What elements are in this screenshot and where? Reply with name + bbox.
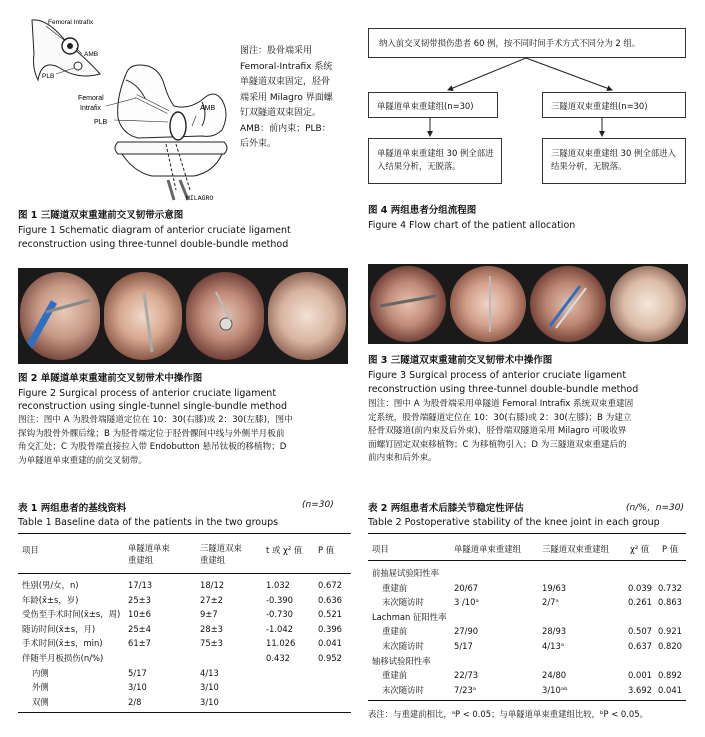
fig2-photo-c bbox=[186, 272, 264, 360]
table-cell: 5/17 bbox=[128, 667, 147, 678]
fig3-panel-label: A bbox=[374, 268, 381, 278]
flow-box-triple-result bbox=[542, 138, 686, 184]
flow-box-single-result bbox=[368, 138, 502, 184]
flow-box-triple-result-text: 三隧道双束重建组 30 例全部进入结果分析，无脱落。 bbox=[551, 148, 676, 171]
table-row bbox=[18, 622, 351, 637]
table-cell: 末次随访时 bbox=[382, 597, 424, 608]
table-cell: 0.636 bbox=[318, 594, 342, 605]
table-cell bbox=[542, 654, 628, 669]
table2-mid-rule bbox=[368, 560, 686, 561]
table2-header-cell: P 值 bbox=[662, 544, 679, 554]
table-cell bbox=[266, 695, 318, 710]
table2-title-en: Table 2 Postoperative stability of the knee joint in each group bbox=[368, 517, 660, 528]
table-cell: 0.820 bbox=[658, 640, 682, 651]
label-plb-top: PLB bbox=[42, 73, 55, 80]
table-row bbox=[18, 666, 351, 681]
table-cell: 0.432 bbox=[266, 652, 290, 663]
fig1-caption-en-2: reconstruction using three-tunnel double-bundle method bbox=[18, 239, 289, 250]
fig2-note bbox=[18, 414, 353, 468]
fig3-photo-d bbox=[610, 266, 686, 342]
fig2-photo-a bbox=[20, 272, 100, 360]
fig3-note-line: 前内束和后外束。 bbox=[368, 453, 437, 463]
fig2-photos bbox=[18, 268, 348, 364]
fig2-panel-label: C bbox=[190, 274, 197, 284]
table1-header-cell: P 值 bbox=[318, 545, 335, 555]
table-row bbox=[18, 636, 351, 651]
table-cell: 0.952 bbox=[318, 652, 342, 663]
table2-header-cell: 三隧道双束重建组 bbox=[542, 544, 609, 554]
fig2-photo-b bbox=[104, 272, 182, 360]
table2-header-cell: χ² 值 bbox=[630, 544, 650, 554]
table-cell: 0.637 bbox=[628, 640, 652, 651]
table-cell bbox=[318, 680, 351, 695]
table-cell: 性别(男/女，n) bbox=[22, 580, 79, 590]
table-cell: 0.261 bbox=[628, 597, 652, 608]
table-cell: 4/13ᵃ bbox=[542, 640, 565, 651]
table-cell: 27±2 bbox=[200, 594, 224, 605]
table-cell: Lachman 征阳性率 bbox=[372, 611, 447, 622]
table-row bbox=[368, 683, 686, 698]
label-amb: AMB bbox=[200, 105, 216, 112]
table-cell bbox=[542, 566, 628, 581]
table-cell: 前抽屉试验阳性率 bbox=[372, 568, 439, 578]
figure-4 bbox=[368, 14, 688, 204]
label-milagro: MILAGRO bbox=[186, 195, 214, 202]
table-cell: 19/63 bbox=[542, 582, 567, 593]
fig3-note bbox=[368, 398, 698, 466]
table1-top-rule bbox=[18, 533, 351, 534]
table1-mid-rule bbox=[18, 573, 351, 574]
table-cell bbox=[658, 566, 686, 581]
table-cell: 4/13 bbox=[200, 667, 219, 678]
table-cell: 25±4 bbox=[128, 623, 152, 634]
table-cell: 28/93 bbox=[542, 626, 567, 637]
table1-header bbox=[18, 542, 351, 570]
table-cell bbox=[658, 610, 686, 625]
table-cell: -0.730 bbox=[266, 609, 293, 620]
table-cell: 27/90 bbox=[454, 626, 479, 637]
table-cell: 末次随访时 bbox=[382, 640, 424, 651]
fig1-note-line: 图注：股骨端采用 bbox=[240, 46, 313, 56]
label-femoral-intrafix-top: Femoral Intrafix bbox=[48, 19, 94, 26]
fig1-note-line: Femoral-Intrafix 系统 bbox=[240, 61, 333, 72]
table-cell: 3.692 bbox=[628, 684, 652, 695]
fig3-photo-b bbox=[450, 266, 526, 342]
knee-diagram bbox=[18, 14, 238, 204]
table-cell bbox=[454, 566, 542, 581]
table-cell: 外侧 bbox=[32, 682, 49, 693]
table-cell: 手术时间(x̄±s，min) bbox=[22, 638, 103, 649]
inset-diagram bbox=[32, 20, 100, 80]
table-cell: 0.041 bbox=[658, 684, 682, 695]
fig1-note-line: 后外束。 bbox=[240, 139, 277, 149]
table-cell: 24/80 bbox=[542, 670, 567, 681]
table1-header-cell: 单隧道单束 重建组 bbox=[128, 543, 170, 565]
fig3-caption-cn: 图 3 三隧道双束重建前交叉韧带术中操作图 bbox=[368, 355, 553, 366]
table-cell: 0.732 bbox=[658, 582, 682, 593]
table-cell bbox=[318, 666, 351, 681]
label-plb: PLB bbox=[94, 119, 108, 126]
fig2-note-line: 角交汇处；C 为股骨端直接拉入带 Endobutton 悬吊钛板的移植物；D bbox=[18, 442, 287, 452]
fig2-caption-en-1: Figure 2 Surgical process of anterior cruciate ligament bbox=[18, 388, 277, 399]
label-intrafix: Intrafix bbox=[80, 105, 102, 112]
table-cell: 随访时间(x̄±s，月) bbox=[22, 623, 96, 634]
fig1-note bbox=[240, 44, 358, 153]
table-cell bbox=[266, 680, 318, 695]
table-cell bbox=[200, 651, 266, 666]
fig4-caption-cn: 图 4 两组患者分组流程图 bbox=[368, 205, 477, 216]
table-cell bbox=[454, 610, 542, 625]
table-cell: 2/7ᵃ bbox=[542, 597, 559, 608]
flow-box-enrollment bbox=[368, 28, 686, 58]
fig2-photo-d bbox=[268, 272, 346, 360]
label-femoral: Femoral bbox=[78, 95, 104, 102]
table-cell: 3/10 bbox=[200, 696, 219, 707]
table2-header-cell: 单隧道单束重建组 bbox=[454, 544, 521, 554]
table-cell: 0.892 bbox=[658, 670, 682, 681]
table1-title-cn: 表 1 两组患者的基线资料 bbox=[18, 503, 127, 514]
fig1-note-line: AMB：前内束；PLB： bbox=[240, 123, 331, 134]
table-cell: 0.672 bbox=[318, 580, 342, 590]
fig3-panel-label: B bbox=[454, 268, 461, 278]
table-cell bbox=[628, 566, 658, 581]
table-cell: 3 /10ᵃ bbox=[454, 597, 479, 608]
fig2-note-line: 图注：图中 A 为股骨端隧道定位在 10：30(右膝)或 2：30(左膝)，图中 bbox=[18, 415, 293, 425]
table-cell: 末次随访时 bbox=[382, 684, 424, 695]
table-cell: 轴移试验阳性率 bbox=[372, 655, 431, 666]
table2-footnote: 表注：与重建前相比，ᵃP < 0.05；与单隧道单束重建组比较，ᵇP < 0.05。 bbox=[368, 709, 648, 719]
table2-title-cn: 表 2 两组患者术后膝关节稳定性评估 bbox=[368, 503, 524, 514]
table-cell bbox=[628, 610, 658, 625]
table-row bbox=[368, 581, 686, 596]
table-cell: 20/67 bbox=[454, 582, 479, 593]
fig2-panel-label: A bbox=[24, 274, 31, 284]
table-row bbox=[18, 607, 351, 622]
table-cell: 75±3 bbox=[200, 638, 224, 649]
fig3-photo-c bbox=[530, 266, 606, 342]
table-cell: 2/8 bbox=[128, 696, 142, 707]
table-cell: 重建前 bbox=[382, 670, 408, 681]
table1-title-en: Table 1 Baseline data of the patients in the two groups bbox=[18, 517, 279, 528]
table-cell: 0.039 bbox=[628, 582, 652, 593]
table1-header-cell: 三隧道双束 重建组 bbox=[200, 543, 242, 565]
table-cell: 17/13 bbox=[128, 580, 153, 590]
table-cell: 1.032 bbox=[266, 580, 290, 590]
table-cell bbox=[628, 654, 658, 669]
table-row bbox=[368, 668, 686, 683]
table-cell: -1.042 bbox=[266, 623, 293, 634]
table-cell: 0.041 bbox=[318, 638, 342, 649]
fig3-panel-label: C bbox=[534, 268, 541, 278]
table-cell: 18/12 bbox=[200, 580, 225, 590]
table-cell: 25±3 bbox=[128, 594, 152, 605]
table-cell: 0.863 bbox=[658, 597, 682, 608]
table-cell bbox=[266, 666, 318, 681]
fig3-photos bbox=[368, 264, 688, 344]
table-cell: 0.001 bbox=[628, 670, 652, 681]
table-cell bbox=[454, 654, 542, 669]
table-cell: 11.026 bbox=[266, 638, 296, 649]
table-cell: 3/10 bbox=[128, 682, 147, 693]
flow-box-single-group-text: 单隧道单束重建组(n=30) bbox=[377, 101, 474, 111]
table-row bbox=[18, 680, 351, 695]
table-cell: 年龄(x̄±s，岁) bbox=[22, 594, 79, 605]
fig3-note-line: 图注：图中 A 为股骨端采用单隧道 Femoral Intrafix 系统双束重建固 bbox=[368, 399, 634, 409]
table-cell bbox=[658, 654, 686, 669]
table2-top-rule bbox=[368, 533, 686, 534]
table-row bbox=[368, 654, 686, 669]
table1-body bbox=[18, 578, 351, 709]
fig1-caption-cn: 图 1 三隧道双束重建前交叉韧带示意图 bbox=[18, 210, 184, 221]
table-row bbox=[18, 695, 351, 710]
figure-1 bbox=[18, 14, 353, 204]
table1-title-n: (n=30) bbox=[302, 500, 334, 510]
table-cell: 28±3 bbox=[200, 623, 224, 634]
table-cell: 61±7 bbox=[128, 638, 152, 649]
table-cell bbox=[318, 695, 351, 710]
table-row bbox=[18, 578, 351, 593]
table-cell: 0.396 bbox=[318, 623, 342, 634]
fig3-note-line: 定系统，股骨端隧道定位在 10：30(右膝)或 2：30(左膝)；B 为建立 bbox=[368, 412, 632, 423]
table-cell: 受伤至手术时间(x̄±s，周) bbox=[22, 609, 121, 620]
table1-header-cell: t 或 χ² 值 bbox=[266, 545, 303, 555]
fig2-panel-label: D bbox=[272, 274, 279, 284]
table-cell: 重建前 bbox=[382, 626, 408, 637]
table-row bbox=[368, 610, 686, 625]
table-cell: 伴随半月板损伤(n/%) bbox=[22, 652, 104, 663]
table-cell: 双侧 bbox=[32, 696, 49, 707]
flow-box-single-group bbox=[368, 92, 498, 118]
fig1-note-line: 端采用 Milagro 界面螺 bbox=[240, 92, 333, 103]
table-cell: 22/73 bbox=[454, 670, 479, 681]
flow-box-enrollment-text: 纳入前交叉韧带损伤患者 60 例，按不同时间手术方式不同分为 2 组。 bbox=[379, 38, 641, 48]
fig1-caption-en-1: Figure 1 Schematic diagram of anterior cruciate ligament bbox=[18, 225, 291, 236]
table-cell: 3/10 bbox=[200, 682, 219, 693]
fig3-panel-label: D bbox=[614, 268, 621, 278]
flow-box-triple-group-text: 三隧道双束重建组(n=30) bbox=[551, 101, 648, 111]
table-cell: 9±7 bbox=[200, 609, 218, 620]
table2-body bbox=[368, 566, 686, 697]
table-row bbox=[18, 651, 351, 666]
fig4-caption-en: Figure 4 Flow chart of the patient allocation bbox=[368, 220, 576, 231]
fig3-caption-en-1: Figure 3 Surgical process of anterior cruciate ligament bbox=[368, 370, 627, 381]
table1-header-cell: 项目 bbox=[22, 545, 39, 555]
table-cell: 内侧 bbox=[32, 667, 49, 678]
flow-box-single-result-text: 单隧道单束重建组 30 例全部进入结果分析，无脱落。 bbox=[377, 148, 494, 171]
fig2-caption-cn: 图 2 单隧道单束重建前交叉韧带术中操作图 bbox=[18, 373, 203, 384]
table-row bbox=[368, 639, 686, 654]
fig3-note-line: 胫骨双隧道(前内束及后外束)，胫骨端双隧道采用 Milagro 可吸收界 bbox=[368, 426, 627, 436]
fig1-note-line: 钉双隧道双束固定。 bbox=[240, 108, 322, 118]
table2-header-cell: 项目 bbox=[372, 544, 389, 554]
fig2-note-line: 探钩为股骨外髁后缘；B 为胫骨端定位于胫骨髁间中线与外侧半月板前 bbox=[18, 428, 285, 439]
table2-header bbox=[368, 543, 686, 559]
label-amb-top: AMB bbox=[84, 51, 99, 58]
table-cell: 10±6 bbox=[128, 609, 152, 620]
fig3-caption-en-2: reconstruction using three-tunnel double-bundle method bbox=[368, 384, 639, 395]
table2-title-n: (n/%，n=30) bbox=[626, 503, 685, 513]
table-cell bbox=[542, 610, 628, 625]
table-cell: -0.390 bbox=[266, 594, 293, 605]
table-cell: 重建前 bbox=[382, 582, 408, 593]
fig3-note-line: 面螺钉固定双束移植物；C 为移植物引入；D 为三隧道双束重建后的 bbox=[368, 439, 627, 450]
fig2-note-line: 为单隧道单束重建的前交叉韧带。 bbox=[18, 455, 147, 466]
table-row bbox=[368, 595, 686, 610]
flow-box-triple-group bbox=[542, 92, 686, 118]
fig2-panel-label: B bbox=[108, 274, 115, 284]
table-cell: 0.521 bbox=[318, 609, 342, 620]
table-cell: 3/10ᵃᵇ bbox=[542, 684, 568, 695]
fig3-photo-a bbox=[370, 266, 446, 342]
table-row bbox=[368, 566, 686, 581]
table1-bottom-rule bbox=[18, 712, 351, 713]
table2-bottom-rule bbox=[368, 700, 686, 701]
fig2-caption-en-2: reconstruction using single-tunnel single-bundle method bbox=[18, 401, 288, 412]
knee-drawing bbox=[106, 65, 227, 200]
table-row bbox=[18, 593, 351, 608]
table-cell: 5/17 bbox=[454, 640, 473, 651]
table-row bbox=[368, 624, 686, 639]
table-cell: 0.921 bbox=[658, 626, 682, 637]
table-cell bbox=[128, 651, 200, 666]
table-cell: 0.507 bbox=[628, 626, 652, 637]
table-cell: 7/23ᵃ bbox=[454, 684, 477, 695]
fig1-note-line: 单隧道双束固定，胫骨 bbox=[240, 77, 331, 87]
